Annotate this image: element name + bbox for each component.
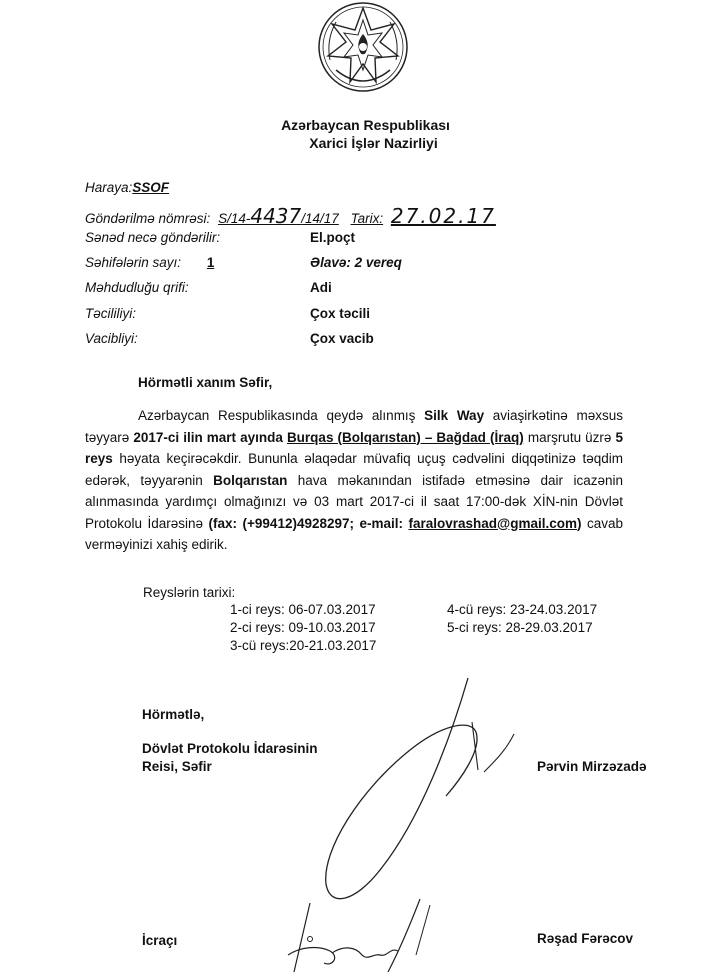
executor-name: Rəşad Fərəcov	[537, 931, 634, 946]
date-handwritten: 27.02.17	[390, 204, 496, 228]
contact-info-close: )	[576, 515, 582, 531]
flight-count: 5 reys	[85, 429, 623, 466]
flight-date-item: 2-ci reys: 09-10.03.2017	[230, 620, 376, 635]
date-label: Tarix:	[350, 211, 384, 226]
urgency-label: Təcililiyi:	[85, 306, 137, 321]
page-count-label: Səhifələrin sayı:	[85, 255, 182, 270]
flight-date-item: 4-cü reys: 23-24.03.2017	[447, 602, 598, 617]
signer-title-line1: Dövlət Protokolu İdarəsinin	[142, 741, 318, 756]
letter-body	[85, 405, 623, 556]
flight-period: 2017-ci ilin mart ayında	[133, 429, 287, 445]
body-text: cavab verməyinizi xahiş edirik.	[85, 515, 623, 552]
body-text: aviaşirkətinə məxsus təyyarə	[85, 408, 623, 445]
body-text: Azərbaycan Respublikasında qeydə alınmış	[138, 408, 425, 423]
outgoing-number-label: Göndərilmə nömrəsi:	[85, 211, 211, 226]
send-method-value: El.poçt	[310, 230, 356, 245]
body-text: hava məkanından istifadə etməsinə dair icazənin alınmasında yardımçı olmağınızı və 03 mart 2017-ci il saat 17:00-dək XİN-nin Dövlət Protokolu İdarəsinə	[85, 472, 623, 531]
importance-value: Çox vacib	[310, 331, 374, 346]
salutation: Hörmətli xanım Səfir,	[138, 375, 273, 390]
org-name-line2: Xarici İşlər Nazirliyi	[309, 135, 438, 151]
body-text: marşrutu üzrə	[523, 429, 616, 445]
state-emblem-icon	[316, 0, 410, 94]
restriction-value: Adi	[310, 280, 332, 295]
flight-date-item: 1-ci reys: 06-07.03.2017	[230, 602, 376, 617]
page-count-value: 1	[206, 255, 215, 270]
signer-title-line2: Reisi, Səfir	[142, 759, 212, 774]
outgoing-number-handwritten: 4437	[250, 204, 302, 228]
executor-signature-icon	[270, 895, 440, 972]
closing: Hörmətlə,	[142, 707, 205, 722]
flight-dates-title: Reyslərin tarixi:	[143, 585, 236, 600]
send-method-label: Sənəd necə göndərilir:	[85, 230, 221, 245]
signer-name: Pərvin Mirzəzadə	[537, 759, 647, 774]
org-name-line1: Azərbaycan Respublikası	[281, 117, 450, 133]
signature-icon	[300, 670, 530, 910]
outgoing-number-prefix: S/14-	[218, 211, 251, 226]
attachment-value: Əlavə: 2 vereq	[310, 255, 402, 270]
contact-info: (fax: (+99412)4928297; e-mail:	[208, 515, 409, 531]
route-name: Burqas (Bolqarıstan) – Bağdad (İraq)	[286, 429, 524, 445]
outgoing-number-row	[85, 204, 496, 228]
flight-date-item: 3-cü reys:20-21.03.2017	[230, 638, 377, 653]
outgoing-number-suffix: /14/17	[301, 211, 339, 226]
email-link[interactable]: faralovrashad@gmail.com	[408, 515, 577, 531]
airline-name: Silk Way	[424, 408, 485, 423]
restriction-label: Məhdudluğu qrifi:	[85, 280, 189, 295]
recipient-label: Haraya:	[85, 180, 133, 195]
body-text: həyata keçirəcəkdir. Bununla əlaqədar müvafiq uçuş cədvəlini diqqətinizə təqdim edərək, təyyarənin	[85, 451, 623, 488]
recipient-value: SSOF	[132, 180, 170, 195]
executor-label: İcraçı	[142, 933, 178, 948]
urgency-value: Çox təcili	[310, 306, 371, 321]
country-name: Bolqarıstan	[213, 472, 288, 488]
recipient-row	[85, 180, 169, 195]
flight-date-item: 5-ci reys: 28-29.03.2017	[447, 620, 593, 635]
page-count-row	[85, 255, 220, 270]
importance-label: Vacibliyi:	[85, 331, 138, 346]
outgoing-number-value	[218, 204, 339, 228]
